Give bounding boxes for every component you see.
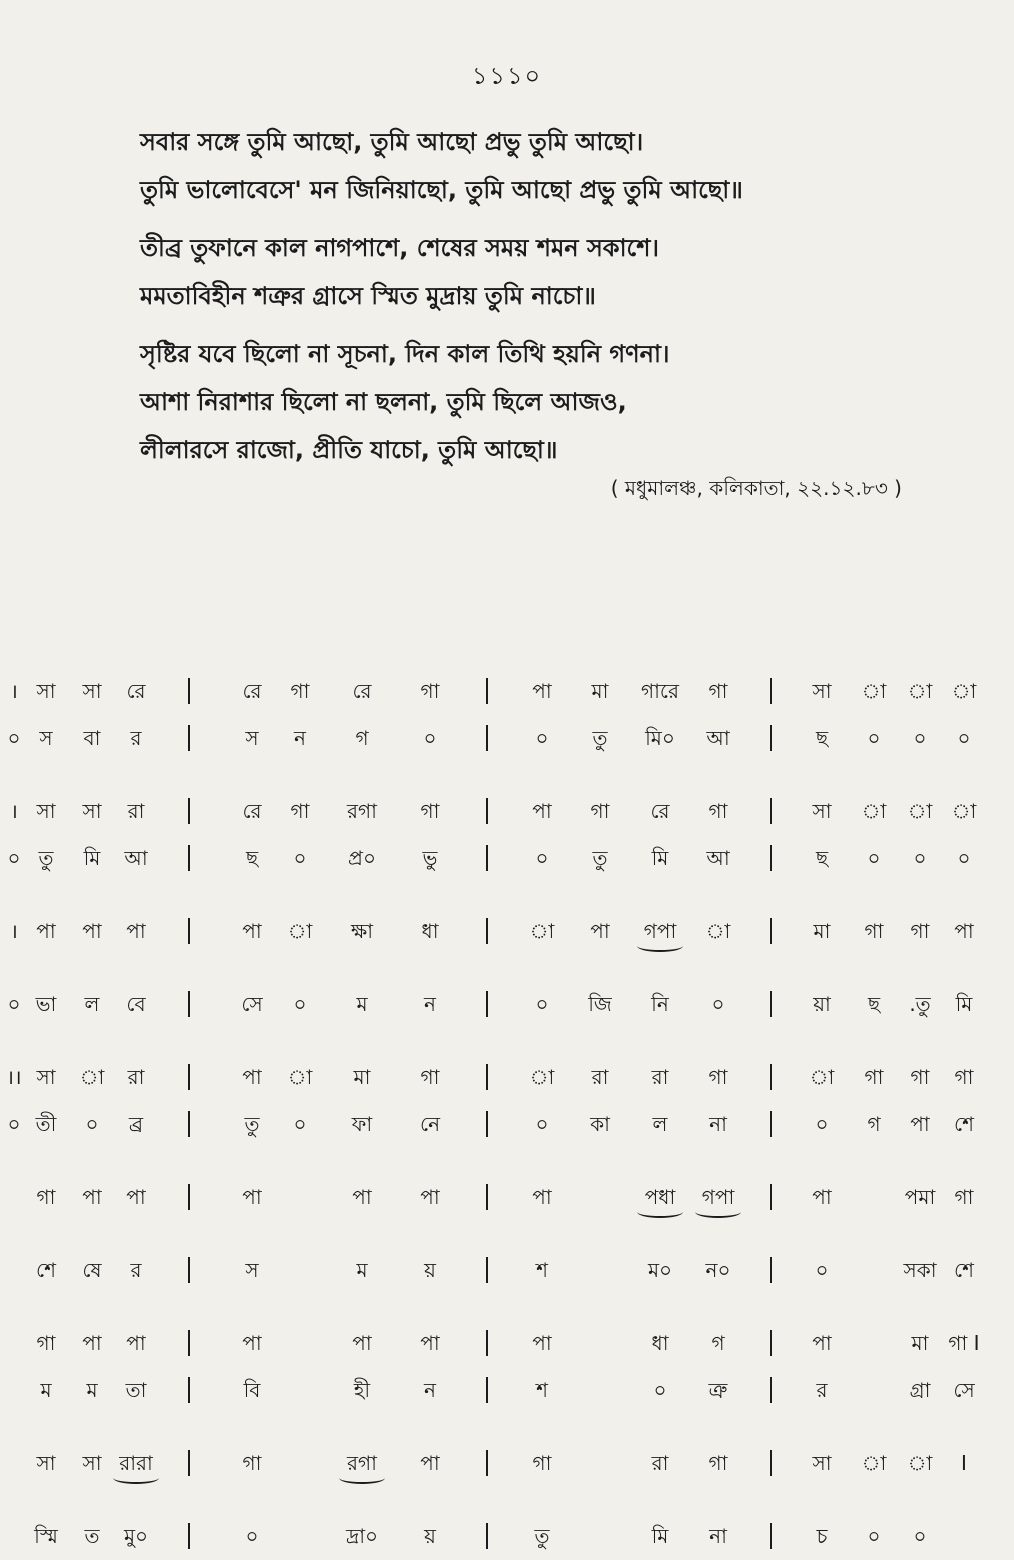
- notation-cell: স্মি: [34, 1524, 58, 1548]
- bar-line: [486, 1330, 488, 1356]
- lyric-line: তুমি ভালোবেসে' মন জিনিয়াছো, তুমি আছো প্রভু তুমি আছো॥: [140, 176, 743, 204]
- notation-cell: গা: [864, 1065, 884, 1089]
- notation-cell: ম: [356, 1258, 368, 1282]
- notation-cell: মা: [591, 679, 609, 703]
- bar-line: [770, 991, 772, 1017]
- notation-cell: পা: [954, 919, 974, 943]
- notation-cell: পা: [82, 1331, 102, 1355]
- notation-cell: সা: [82, 1451, 102, 1475]
- notation-cell: বা: [83, 726, 101, 750]
- lyric-line: মমতাবিহীন শত্রুর গ্রাসে স্মিত মুদ্রায় তুমি নাচো॥: [140, 282, 596, 310]
- notation-cell: তু: [592, 726, 608, 750]
- bar-line: [770, 845, 772, 871]
- notation-cell: ০: [7, 846, 21, 870]
- notation-cell: গা: [910, 919, 930, 943]
- notation-cell: সা: [36, 679, 56, 703]
- notation-row: [0, 1247, 1014, 1294]
- notation-cell: শে: [36, 1258, 56, 1282]
- bar-line: [770, 798, 772, 824]
- notation-cell: া: [861, 1451, 887, 1475]
- notation-cell: তা: [125, 1378, 147, 1402]
- notation-cell: ছ: [815, 846, 829, 870]
- bar-line: [486, 845, 488, 871]
- notation-cell: বি: [243, 1378, 261, 1402]
- notation-cell: পা: [82, 919, 102, 943]
- notation-cell: গ: [867, 1112, 881, 1136]
- notation-cell: জি: [588, 992, 612, 1016]
- notation-cell: বে: [126, 992, 146, 1016]
- notation-cell: গপা: [701, 1185, 735, 1209]
- notation-cell: ০: [913, 726, 927, 750]
- notation-cell: য়: [424, 1524, 436, 1548]
- notation-cell: ০: [535, 846, 549, 870]
- notation-cell: গা: [864, 919, 884, 943]
- notation-cell: গা: [708, 799, 728, 823]
- bar-line: [486, 1377, 488, 1403]
- bar-line: [188, 1111, 190, 1137]
- notation-cell: রে: [352, 679, 372, 703]
- notation-cell: রগা: [347, 799, 377, 823]
- slur-mark: [339, 1472, 385, 1484]
- notation-cell: পা: [532, 679, 552, 703]
- notation-cell: রে: [242, 799, 262, 823]
- notation-cell: ভু: [422, 846, 438, 870]
- lyric-line: সবার সঙ্গে তুমি আছো, তুমি আছো প্রভু তুমি আছো।: [140, 128, 644, 156]
- notation-cell: ০: [867, 726, 881, 750]
- notation-cell: া: [951, 799, 977, 823]
- notation-cell: পা: [242, 919, 262, 943]
- notation-cell: ০: [535, 726, 549, 750]
- bar-line: [486, 918, 488, 944]
- notation-cell: গা: [36, 1331, 56, 1355]
- notation-cell: রগা: [347, 1451, 377, 1475]
- bar-line: [188, 798, 190, 824]
- notation-cell: গা I: [948, 1331, 980, 1355]
- notation-cell: ন০: [705, 1258, 731, 1282]
- notation-cell: সা: [812, 1451, 832, 1475]
- notation-cell: া: [809, 1065, 835, 1089]
- notation-cell: পা: [532, 1331, 552, 1355]
- notation-cell: তু: [534, 1524, 550, 1548]
- notation-cell: য়া: [813, 992, 831, 1016]
- notation-cell: ০: [7, 992, 21, 1016]
- notation-cell: পা: [126, 1331, 146, 1355]
- lyrics-stanza: [140, 118, 940, 214]
- notation-cell: া: [705, 919, 731, 943]
- notation-cell: স: [245, 726, 259, 750]
- bar-line: [486, 1523, 488, 1549]
- notation-cell: ০: [293, 992, 307, 1016]
- notation-cell: I: [961, 1451, 967, 1475]
- notation-cell: া: [907, 1451, 933, 1475]
- notation-cell: ত: [84, 1524, 100, 1548]
- notation-cell: মু০: [123, 1524, 149, 1548]
- notation-cell: সা: [82, 799, 102, 823]
- notation-cell: া: [861, 799, 887, 823]
- notation-cell: শ: [536, 1378, 548, 1402]
- bar-line: [486, 1064, 488, 1090]
- notation-cell: মি: [651, 846, 669, 870]
- notation-cell: তু: [38, 846, 54, 870]
- notation-cell: গারে: [641, 679, 679, 703]
- notation-cell: তী: [35, 1112, 57, 1136]
- notation-cell: রা: [591, 1065, 609, 1089]
- notation-cell: ষে: [82, 1258, 102, 1282]
- notation-cell: ধা: [421, 919, 439, 943]
- notation-cell: ০: [913, 1524, 927, 1548]
- notation-cell: সে: [241, 992, 263, 1016]
- slur-mark: [637, 1206, 683, 1218]
- bar-line: [770, 1064, 772, 1090]
- lyrics-stanza: [140, 224, 940, 320]
- bar-line: [188, 845, 190, 871]
- notation-cell: রে: [650, 799, 670, 823]
- notation-cell: গা: [910, 1065, 930, 1089]
- notation-cell: য়: [424, 1258, 436, 1282]
- notation-cell: পা: [812, 1185, 832, 1209]
- notation-cell: রে: [242, 679, 262, 703]
- notation-cell: ০: [867, 1524, 881, 1548]
- notation-cell: গা: [290, 799, 310, 823]
- notation-cell: া: [287, 1065, 313, 1089]
- notation-cell: ০: [7, 726, 21, 750]
- notation-cell: রারা: [119, 1451, 153, 1475]
- bar-line: [188, 1450, 190, 1476]
- notation-cell: পা: [420, 1331, 440, 1355]
- notation-cell: গা: [420, 1065, 440, 1089]
- notation-cell: গা: [708, 1065, 728, 1089]
- notation-cell: মি: [651, 1524, 669, 1548]
- notation-cell: শে: [954, 1112, 974, 1136]
- notation-cell: গ: [711, 1331, 725, 1355]
- notation-cell: পা: [420, 1451, 440, 1475]
- notation-cell: ম: [86, 1378, 98, 1402]
- bar-line: [188, 678, 190, 704]
- bar-line: [770, 1450, 772, 1476]
- notation-cell: ক্ষা: [350, 919, 374, 943]
- notation-cell: ০: [913, 846, 927, 870]
- notation-cell: শ: [536, 1258, 548, 1282]
- notation-cell: সে: [953, 1378, 975, 1402]
- lyrics-block: [140, 118, 940, 484]
- notation-cell: পা: [126, 1185, 146, 1209]
- notation-cell: স: [245, 1258, 259, 1282]
- notation-cell: গা: [954, 1185, 974, 1209]
- notation-cell: ভা: [35, 992, 57, 1016]
- notation-cell: গা: [954, 1065, 974, 1089]
- notation-cell: ল: [84, 992, 100, 1016]
- lyric-line: সৃষ্টির যবে ছিলো না সূচনা, দিন কাল তিথি হয়নি গণনা।: [140, 340, 670, 368]
- notation-cell: া: [907, 799, 933, 823]
- notation-cell: ০: [957, 846, 971, 870]
- notation-cell: পধা: [644, 1185, 676, 1209]
- bar-line: [188, 991, 190, 1017]
- notation-cell: সা: [812, 679, 832, 703]
- bar-line: [188, 725, 190, 751]
- notation-cell: গা: [290, 679, 310, 703]
- notation-cell: ০: [293, 1112, 307, 1136]
- notation-cell: া: [79, 1065, 105, 1089]
- bar-line: [770, 725, 772, 751]
- notation-cell: গা: [36, 1185, 56, 1209]
- notation-cell: া: [529, 1065, 555, 1089]
- notation-cell: সা: [36, 1065, 56, 1089]
- notation-row: [0, 1367, 1014, 1414]
- notation-row: [0, 1513, 1014, 1560]
- notation-row: [0, 788, 1014, 835]
- notation-cell: া: [951, 679, 977, 703]
- notation-cell: র: [130, 1258, 142, 1282]
- notation-cell: গ: [355, 726, 369, 750]
- notation-cell: হী: [353, 1378, 371, 1402]
- notation-cell: গা: [708, 679, 728, 703]
- notation-cell: মি০: [645, 726, 675, 750]
- notation-cell: দ্রা০: [345, 1524, 379, 1548]
- bar-line: [770, 1523, 772, 1549]
- notation-row: [0, 668, 1014, 715]
- notation-cell: সা: [812, 799, 832, 823]
- bar-line: [188, 1377, 190, 1403]
- notation-cell: ম: [356, 992, 368, 1016]
- notation-cell: পা: [242, 1185, 262, 1209]
- slur-mark: [695, 1206, 741, 1218]
- notation-row: [0, 1440, 1014, 1487]
- bar-line: [770, 918, 772, 944]
- notation-cell: না: [709, 1524, 727, 1548]
- notation-cell: রা: [127, 1065, 145, 1089]
- notation-cell: ০: [7, 1112, 21, 1136]
- bar-line: [486, 1257, 488, 1283]
- notation-row: [0, 1054, 1014, 1101]
- notation-cell: তু: [244, 1112, 260, 1136]
- notation-cell: আ: [706, 726, 730, 750]
- notation-cell: পা: [352, 1331, 372, 1355]
- notation-cell: নি: [651, 992, 669, 1016]
- notation-cell: ন: [424, 992, 436, 1016]
- notation-cell: গ্রা: [909, 1378, 931, 1402]
- notation-cell: ০: [535, 992, 549, 1016]
- notation-cell: গা: [420, 799, 440, 823]
- bar-line: [486, 991, 488, 1017]
- notation-cell: ল: [652, 1112, 668, 1136]
- notation-cell: ০: [957, 726, 971, 750]
- notation-row: [0, 835, 1014, 882]
- bar-line: [770, 1111, 772, 1137]
- notation-cell: গা: [420, 679, 440, 703]
- notation-cell: ছ: [245, 846, 259, 870]
- bar-line: [486, 1111, 488, 1137]
- notation-cell: ত্রু: [708, 1378, 728, 1402]
- bar-line: [770, 1377, 772, 1403]
- notation-cell: প্র০: [348, 846, 376, 870]
- notation-row: [0, 981, 1014, 1028]
- bar-line: [188, 1184, 190, 1210]
- notation-cell: পা: [126, 919, 146, 943]
- notation-cell: পা: [532, 799, 552, 823]
- notation-cell: ০: [653, 1378, 667, 1402]
- bar-line: [188, 1064, 190, 1090]
- notation-cell: পা: [352, 1185, 372, 1209]
- notation-cell: ০: [85, 1112, 99, 1136]
- notation-cell: ০: [815, 1258, 829, 1282]
- notation-cell: ০: [245, 1524, 259, 1548]
- bar-line: [770, 1184, 772, 1210]
- notation-cell: মা: [813, 919, 831, 943]
- notation-cell: রা: [651, 1065, 669, 1089]
- notation-cell: ।।: [6, 1065, 22, 1089]
- lyric-line: লীলারসে রাজো, প্রীতি যাচো, তুমি আছো॥: [140, 436, 558, 464]
- notation-cell: া: [861, 679, 887, 703]
- bar-line: [486, 678, 488, 704]
- notation-cell: ন: [294, 726, 306, 750]
- notation-cell: ।: [10, 679, 18, 703]
- notation-cell: শে: [954, 1258, 974, 1282]
- notation-cell: ০: [423, 726, 437, 750]
- bar-line: [188, 1330, 190, 1356]
- notation-cell: সা: [82, 679, 102, 703]
- notation-cell: র: [816, 1378, 828, 1402]
- notation-cell: রে: [126, 679, 146, 703]
- notation-cell: পা: [532, 1185, 552, 1209]
- notation-cell: পা: [590, 919, 610, 943]
- notation-cell: চ: [816, 1524, 828, 1548]
- lyric-line: তীব্র তুফানে কাল নাগপাশে, শেষের সময় শমন সকাশে।: [140, 234, 659, 262]
- bar-line: [770, 678, 772, 704]
- notation-cell: ছ: [815, 726, 829, 750]
- notation-cell: পা: [242, 1331, 262, 1355]
- bar-line: [486, 1450, 488, 1476]
- notation-cell: পমা: [904, 1185, 936, 1209]
- notation-cell: পা: [420, 1185, 440, 1209]
- notation-cell: ফা: [351, 1112, 373, 1136]
- notation-cell: গা: [708, 1451, 728, 1475]
- notation-cell: আ: [124, 846, 148, 870]
- notation-cell: ০: [535, 1112, 549, 1136]
- slur-mark: [637, 940, 683, 952]
- notation-cell: ন: [424, 1378, 436, 1402]
- notation-cell: আ: [706, 846, 730, 870]
- notation-cell: রা: [651, 1451, 669, 1475]
- notation-cell: গা: [242, 1451, 262, 1475]
- lyrics-stanza: [140, 330, 940, 474]
- bar-line: [486, 725, 488, 751]
- bar-line: [486, 798, 488, 824]
- notation-cell: ম০: [647, 1258, 673, 1282]
- notation-cell: পা: [242, 1065, 262, 1089]
- notation-cell: ব্র: [128, 1112, 144, 1136]
- notation-cell: তু: [592, 846, 608, 870]
- notation-row: [0, 908, 1014, 955]
- notation-cell: না: [709, 1112, 727, 1136]
- notation-cell: স: [39, 726, 53, 750]
- notation-cell: ।: [10, 799, 18, 823]
- notation-cell: মি: [955, 992, 973, 1016]
- notation-cell: নে: [419, 1112, 441, 1136]
- notation-cell: র: [130, 726, 142, 750]
- notation-cell: ধা: [651, 1331, 669, 1355]
- notation-cell: া: [907, 679, 933, 703]
- notation-cell: ।: [10, 919, 18, 943]
- notation-cell: গা: [590, 799, 610, 823]
- notation-cell: সকা: [903, 1258, 937, 1282]
- bar-line: [188, 1257, 190, 1283]
- source-note: ( মধুমালঞ্চ, কলিকাতা, ২২.১২.৮৩ ): [610, 476, 902, 500]
- notation-cell: সা: [36, 799, 56, 823]
- notation-cell: া: [287, 919, 313, 943]
- notation-cell: .তু: [909, 992, 931, 1016]
- notation-cell: ০: [867, 846, 881, 870]
- notation-cell: গপা: [643, 919, 677, 943]
- notation-cell: ০: [293, 846, 307, 870]
- notation-cell: মা: [353, 1065, 371, 1089]
- notation-row: [0, 715, 1014, 762]
- bar-line: [486, 1184, 488, 1210]
- notation-cell: গা: [532, 1451, 552, 1475]
- notation-row: [0, 1174, 1014, 1221]
- notation-cell: রা: [127, 799, 145, 823]
- notation-row: [0, 1101, 1014, 1148]
- notation-cell: মি: [83, 846, 101, 870]
- notation-row: [0, 1320, 1014, 1367]
- notation-table: [0, 668, 1014, 1560]
- notation-cell: মা: [911, 1331, 929, 1355]
- notation-cell: সা: [36, 1451, 56, 1475]
- notation-cell: পা: [812, 1331, 832, 1355]
- notation-cell: ছ: [867, 992, 881, 1016]
- notation-cell: কা: [590, 1112, 610, 1136]
- bar-line: [770, 1257, 772, 1283]
- notation-cell: পা: [82, 1185, 102, 1209]
- notation-cell: পা: [910, 1112, 930, 1136]
- notation-cell: ম: [40, 1378, 52, 1402]
- bar-line: [188, 918, 190, 944]
- notation-cell: পা: [36, 919, 56, 943]
- notation-cell: ০: [815, 1112, 829, 1136]
- lyric-line: আশা নিরাশার ছিলো না ছলনা, তুমি ছিলে আজও,: [140, 388, 627, 416]
- bar-line: [770, 1330, 772, 1356]
- notation-cell: া: [529, 919, 555, 943]
- bar-line: [188, 1523, 190, 1549]
- notation-cell: ০: [711, 992, 725, 1016]
- page-number: ১১১০: [471, 62, 543, 90]
- slur-mark: [113, 1472, 159, 1484]
